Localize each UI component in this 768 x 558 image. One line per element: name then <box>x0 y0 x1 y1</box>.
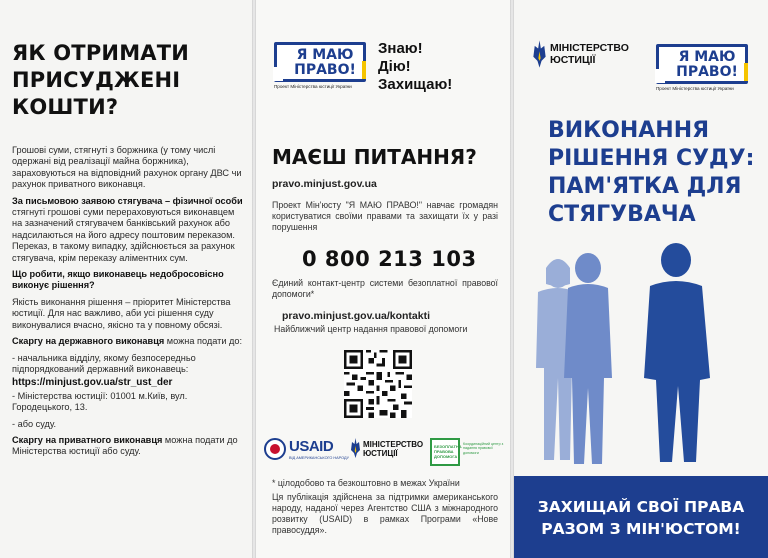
slogan-line-2: Дію! <box>378 58 411 75</box>
contact-center-text: Єдиний контакт-центр системи безоплатної правової допомоги* <box>272 278 498 299</box>
slogan <box>378 40 452 94</box>
p1-item-3: - або суду. <box>12 418 57 429</box>
free-legal-aid-logo <box>430 438 504 466</box>
contacts-link[interactable]: pravo.minjust.gov.ua/kontakti <box>282 310 430 322</box>
p1-body <box>12 145 246 463</box>
ministry-line1: МІНІСТЕРСТВО <box>550 42 629 54</box>
p1-state-bold: Скаргу на державного виконавця <box>12 336 165 347</box>
ministry-small-line2: ЮСТИЦІЇ <box>363 449 398 458</box>
ministry-name <box>550 42 629 66</box>
panel-left <box>0 0 252 558</box>
website-link[interactable]: pravo.minjust.gov.ua <box>272 178 377 190</box>
questions-heading: МАЄШ ПИТАННЯ? <box>272 145 477 169</box>
logo-notch <box>273 67 283 81</box>
p1-state-complaint <box>12 336 246 347</box>
p1-url[interactable]: https://minjust.gov.ua/str_ust_der <box>12 377 173 389</box>
p1-question-text: Що робити, якщо виконавець недобросовісно виконує рішення? <box>12 269 224 291</box>
title-line-4: СТЯГУВАЧА <box>548 202 696 227</box>
logo-text-line1: Я МАЮ <box>296 47 354 63</box>
ministry-logo-small <box>350 438 430 466</box>
bpd-text: Координаційний центр з надання правової допомоги <box>463 442 504 455</box>
panel-right <box>514 0 768 558</box>
logo-text-line2: ПРАВО! <box>294 62 356 78</box>
logo-text <box>285 48 365 78</box>
ministry-small-line1: МІНІСТЕРСТВО <box>363 440 424 449</box>
ya-mayu-pravo-logo <box>274 42 366 94</box>
nearest-center-text: Найближчий центр надання правової допомоги <box>274 324 468 334</box>
slogan-line-3: Захищаю! <box>378 76 453 93</box>
title-line-3: ПАМ'ЯТКА ДЛЯ <box>548 174 742 199</box>
slogan-band <box>514 476 768 558</box>
trident-icon <box>350 438 361 464</box>
usaid-logo <box>264 436 350 468</box>
bpd-box-text: БЕЗОПЛАТНА ПРАВОВА ДОПОМОГА <box>434 444 462 459</box>
logo-text-right <box>667 50 747 80</box>
p1-paragraph-1: Грошові суми, стягнуті з боржника (у тому числі одержані від реалізації майна боржника), зараховуються на відповідний рахунок органу ДВС чи рахунок приватного виконавця. <box>12 145 242 190</box>
p1-question-heading <box>12 269 246 292</box>
panel-middle <box>256 0 510 558</box>
hotline-phone[interactable]: 0 800 213 103 <box>302 247 477 271</box>
usaid-seal-icon <box>264 438 286 460</box>
bpd-box <box>430 438 460 466</box>
p1-p2-bold: За письмовою заявою стягувача – фізичної особи <box>12 195 243 206</box>
usaid-subtitle: ВІД АМЕРИКАНСЬКОГО НАРОДУ <box>289 456 350 460</box>
band-line-1: ЗАХИЩАЙ СВОЇ ПРАВА <box>537 498 745 516</box>
p1-private-bold: Скаргу на приватного виконавця <box>12 434 163 445</box>
title-line-2: РІШЕННЯ СУДУ: <box>548 146 755 171</box>
logo-right-line1: Я МАЮ <box>678 49 736 65</box>
ya-mayu-pravo-logo-right <box>656 44 748 96</box>
free-note: * цілодобово та безкоштовно в межах України <box>272 478 460 488</box>
p1-p2-rest: стягнуті грошові суми перераховуються виконавцем на зазначений стягувачем банківський рахунок або надсилаються на його адресу поштовим переказом. Переказ, в такому випадку, здійснюється за рахунок стягувача, крім переказу аліментних сум. <box>12 207 235 263</box>
p1-private-complaint <box>12 435 246 458</box>
partner-logos <box>264 436 504 468</box>
title-line-1: ВИКОНАННЯ <box>548 118 710 143</box>
man-right-silhouette <box>644 243 710 462</box>
slogan-line-1: Знаю! <box>378 40 423 57</box>
project-description: Проект Мін'юсту "Я МАЮ ПРАВО!" навчає громадян користуватися своїми правами та захищати їх у разі порушення <box>272 200 498 232</box>
logo-subtitle-right: Проект Міністерства юстиції України <box>656 86 734 91</box>
logo-subtitle: Проект Міністерства юстиції України <box>274 84 352 89</box>
brochure-title <box>548 117 758 229</box>
p1-paragraph-2 <box>12 196 246 264</box>
logo-frame-right <box>656 44 748 84</box>
logo-frame <box>274 42 366 82</box>
people-silhouettes <box>520 228 760 476</box>
publication-note: Ця публікація здійснена за підтримки американського народу, наданої через Агентство США з міжнародного розвитку (USAID) в рамках Програми «Нове правосуддя». <box>272 492 498 535</box>
logo-right-line2: ПРАВО! <box>676 64 738 80</box>
ministry-name-small <box>363 440 423 458</box>
ministry-logo <box>532 40 652 72</box>
man-middle-silhouette <box>564 253 612 464</box>
p1-paragraph-3: Якість виконання рішення – пріоритет Міністерства юстиції. Для нас важливо, аби усі рішення суду виконувалися вчасно, якісно та у повному обсязі. <box>12 296 231 330</box>
ministry-line2: ЮСТИЦІЇ <box>550 54 596 66</box>
p1-item-2: - Міністерства юстиції: 01001 м.Київ, вул. Городецького, 13. <box>12 390 188 413</box>
band-line-2: РАЗОМ З МІН'ЮСТОМ! <box>541 520 741 538</box>
qr-code[interactable] <box>344 350 412 418</box>
p1-private-rest: можна подати до Міністерства юстиції або суду. <box>12 434 238 457</box>
logo-notch-right <box>655 69 665 83</box>
p1-state-rest: можна подати до: <box>164 336 243 347</box>
p1-title: ЯК ОТРИМАТИ ПРИСУДЖЕНІ КОШТИ? <box>12 41 190 119</box>
trident-icon <box>532 40 547 71</box>
usaid-word: USAID <box>289 438 334 455</box>
p1-item-1: - начальника відділу, якому безпосередньо підпорядкований державний виконавець: <box>12 352 196 374</box>
